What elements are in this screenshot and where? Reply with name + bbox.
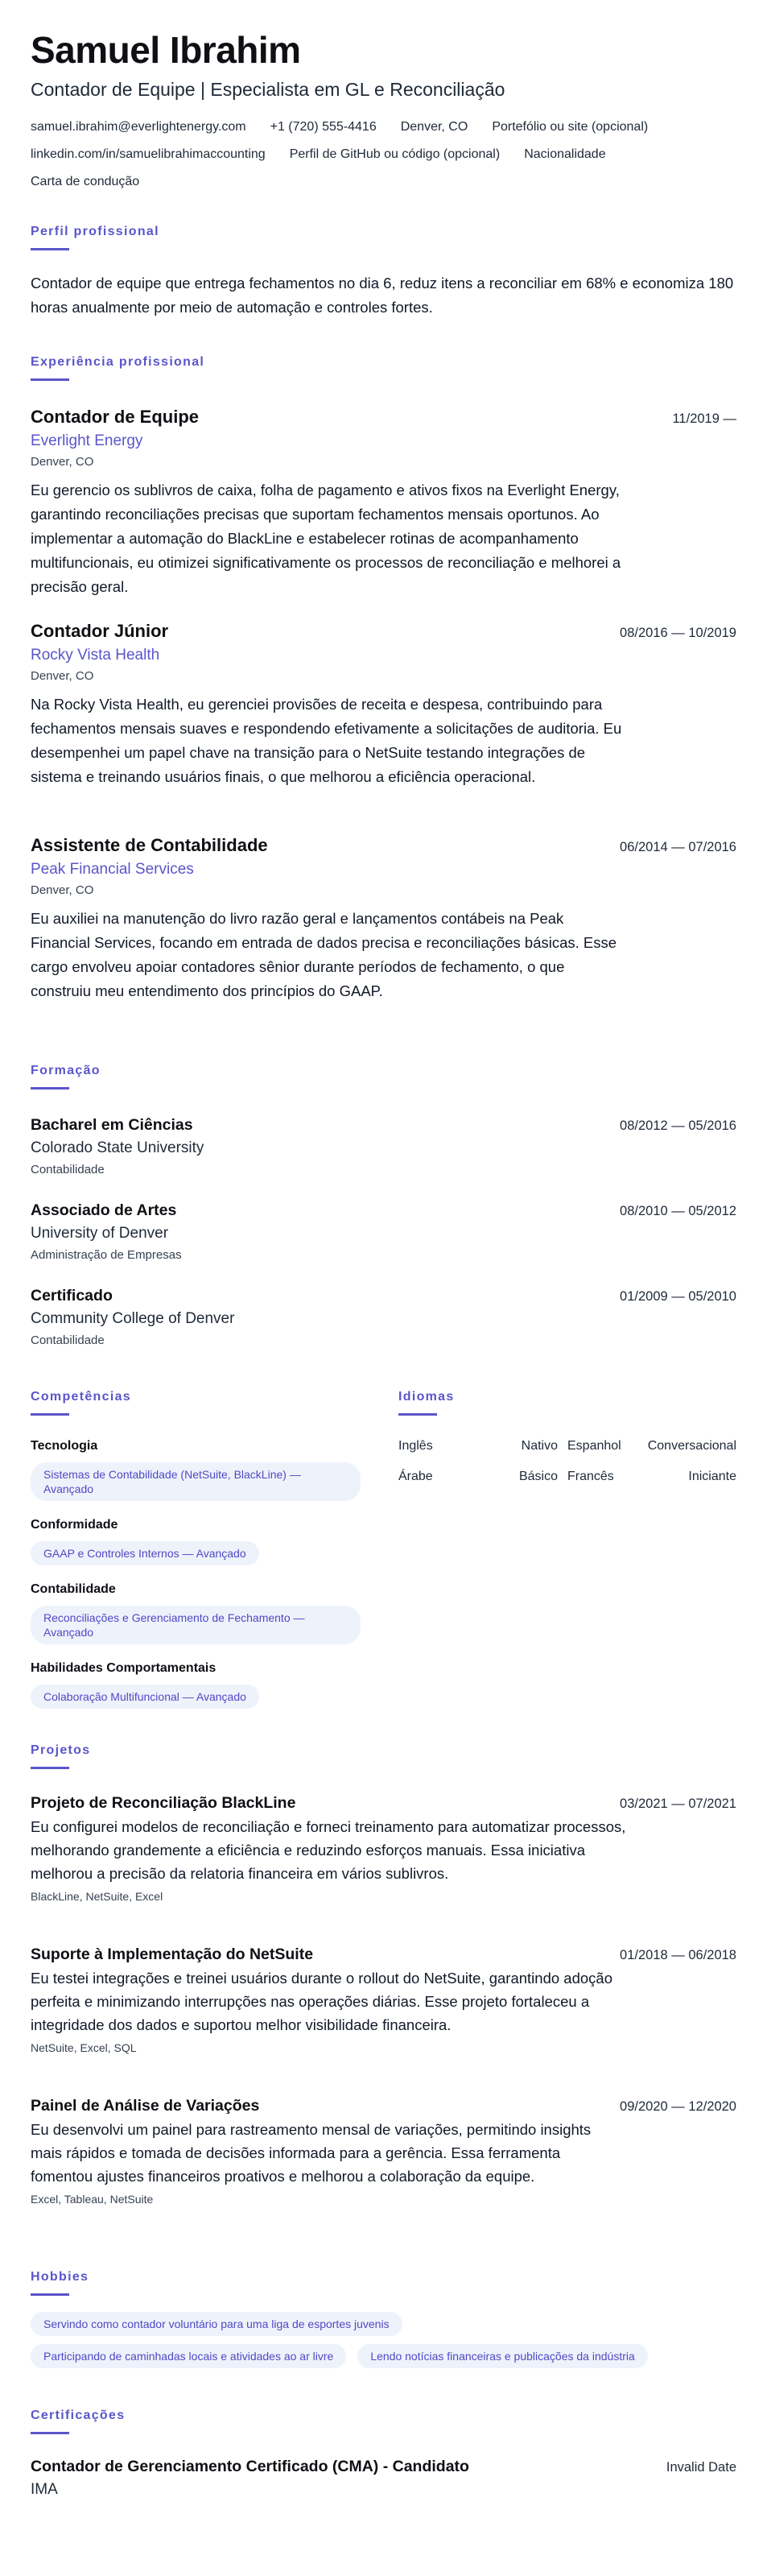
project-date: 01/2018 — 06/2018 xyxy=(620,1948,736,1962)
contact-portfolio[interactable]: Portefólio ou site (opcional) xyxy=(492,120,649,134)
certification-entry xyxy=(31,2456,736,2500)
resume-header xyxy=(31,27,736,190)
school-name: Colorado State University xyxy=(31,1139,204,1156)
section-title: Projetos xyxy=(31,1743,91,1757)
language-row xyxy=(398,1469,736,1485)
hobby-chip: Servindo como contador voluntário para uma liga de esportes juvenis xyxy=(31,2312,402,2336)
job-date: 08/2016 — 10/2019 xyxy=(620,626,736,640)
section-divider xyxy=(31,2293,69,2296)
skill-chip: Colaboração Multifuncional — Avançado xyxy=(31,1685,259,1709)
skill-chip: GAAP e Controles Internos — Avançado xyxy=(31,1541,259,1565)
language-level: Nativo xyxy=(521,1439,558,1453)
experience-entry xyxy=(31,834,736,1003)
degree-title: Associado de Artes xyxy=(31,1201,177,1219)
section-divider xyxy=(398,1413,437,1416)
hobby-row xyxy=(31,2312,736,2336)
skill-category: Conformidade xyxy=(31,1518,118,1532)
contact-linkedin[interactable]: linkedin.com/in/samuelibrahimaccounting xyxy=(31,147,266,161)
education-entry xyxy=(31,1114,736,1178)
section-title: Idiomas xyxy=(398,1390,455,1404)
language-level: Básico xyxy=(518,1470,558,1483)
education-entry xyxy=(31,1200,736,1263)
section-divider xyxy=(31,1767,69,1769)
education-date: 08/2010 — 05/2012 xyxy=(620,1204,736,1218)
language-item xyxy=(567,1469,736,1485)
job-title: Contador Júnior xyxy=(31,621,169,641)
job-company: Peak Financial Services xyxy=(31,861,194,878)
degree-title: Certificado xyxy=(31,1287,113,1305)
section-divider xyxy=(31,1413,69,1416)
degree-title: Bacharel em Ciências xyxy=(31,1116,193,1134)
project-name: Projeto de Reconciliação BlackLine xyxy=(31,1794,296,1812)
hobby-chip: Participando de caminhadas locais e atividades ao ar livre xyxy=(31,2344,346,2368)
school-name: Community College of Denver xyxy=(31,1310,235,1327)
section-title: Certificações xyxy=(31,2409,126,2422)
contact-driving-license: Carta de condução xyxy=(31,175,140,188)
job-title: Assistente de Contabilidade xyxy=(31,835,268,855)
school-name: University of Denver xyxy=(31,1225,169,1242)
language-row xyxy=(398,1438,736,1454)
contact-nationality: Nacionalidade xyxy=(524,147,606,161)
skills-section xyxy=(31,1389,366,1709)
experience-section xyxy=(31,354,736,381)
project-keywords: BlackLine, NetSuite, Excel xyxy=(31,1890,163,1903)
hobbies-section xyxy=(31,2269,736,2368)
job-company: Everlight Energy xyxy=(31,432,143,449)
skill-category: Tecnologia xyxy=(31,1439,98,1453)
language-item xyxy=(567,1438,736,1454)
job-title: Contador de Equipe xyxy=(31,407,199,427)
education-entry xyxy=(31,1285,736,1349)
study-area: Contabilidade xyxy=(31,1333,105,1347)
job-date: 11/2019 — xyxy=(672,411,736,426)
project-date: 09/2020 — 12/2020 xyxy=(620,2099,736,2114)
language-name: Árabe xyxy=(398,1470,433,1483)
candidate-name: Samuel Ibrahim xyxy=(31,29,301,71)
skill-chip: Sistemas de Contabilidade (NetSuite, BlackLine) — Avançado xyxy=(31,1462,361,1501)
project-date: 03/2021 — 07/2021 xyxy=(620,1797,736,1811)
language-name: Francês xyxy=(567,1470,614,1483)
education-section xyxy=(31,1063,736,1090)
language-name: Inglês xyxy=(398,1439,433,1453)
section-title: Competências xyxy=(31,1390,131,1404)
job-location: Denver, CO xyxy=(31,883,94,897)
study-area: Contabilidade xyxy=(31,1163,105,1176)
contact-email[interactable]: samuel.ibrahim@everlightenergy.com xyxy=(31,120,246,134)
hobby-chip: Lendo notícias financeiras e publicações da indústria xyxy=(357,2344,647,2368)
hobby-row xyxy=(31,2344,736,2368)
education-date: 08/2012 — 05/2016 xyxy=(620,1118,736,1133)
job-location: Denver, CO xyxy=(31,455,94,469)
language-level: Conversacional xyxy=(647,1439,736,1453)
project-description: Eu desenvolvi um painel para rastreamento mensal de variações, permitindo insights mais rápidos e tomada de decisões informada para a gerência. Essa ferramenta fomentou ajustes financeiros proativos e melhorou a colaboração da equipe. xyxy=(31,2121,592,2185)
job-date: 06/2014 — 07/2016 xyxy=(620,840,736,854)
project-keywords: NetSuite, Excel, SQL xyxy=(31,2041,137,2054)
job-description: Eu gerencio os sublivros de caixa, folha de pagamento e ativos fixos na Everlight Energy, garantindo reconciliações precisas que suportam fechamentos mensais oportunos. Ao implementar a automação do BlackLine e estabelecer rotinas de acompanhamento multifuncionais, eu otimizei significativamente os processos de reconciliação e melhorei a precisão geral. xyxy=(31,482,621,595)
project-entry xyxy=(31,1792,736,1904)
section-divider xyxy=(31,378,69,381)
section-divider xyxy=(31,2432,69,2434)
section-title: Experiência profissional xyxy=(31,355,205,369)
project-description: Eu testei integrações e treinei usuários durante o rollout do NetSuite, garantindo adoção perfeita e minimizando interrupções nas operações diárias. Esse projeto fortaleceu a integridade dos dados e suportou melhor visibilidade financeira. xyxy=(31,1970,612,2033)
skill-chip: Reconciliações e Gerenciamento de Fechamento — Avançado xyxy=(31,1606,361,1644)
skill-category: Contabilidade xyxy=(31,1582,116,1596)
project-entry xyxy=(31,2095,736,2207)
language-name: Espanhol xyxy=(567,1439,621,1453)
contact-github[interactable]: Perfil de GitHub ou código (opcional) xyxy=(289,147,501,161)
summary-section xyxy=(31,224,736,320)
experience-entry xyxy=(31,406,736,599)
project-description: Eu configurei modelos de reconciliação e forneci treinamento para automatizar processos, melhorando grandemente a eficiência e reduzindo esforços manuais. Essa iniciativa melhorou a precisão da relatoria financeira em vários sublivros. xyxy=(31,1818,626,1882)
job-description: Eu auxiliei na manutenção do livro razão geral e lançamentos contábeis na Peak Financial Services, focando em entrada de dados precisa e reconciliações básicas. Esse cargo envolveu apoiar contadores sênior durante períodos de fechamento, o que construiu meu entendimento dos princípios do GAAP. xyxy=(31,910,617,999)
section-title: Formação xyxy=(31,1064,101,1077)
section-title: Perfil profissional xyxy=(31,225,159,238)
job-location: Denver, CO xyxy=(31,669,94,683)
section-divider xyxy=(31,248,69,250)
section-title: Hobbies xyxy=(31,2270,89,2284)
certifications-section xyxy=(31,2408,736,2434)
project-keywords: Excel, Tableau, NetSuite xyxy=(31,2193,154,2206)
job-company: Rocky Vista Health xyxy=(31,647,160,664)
project-name: Suporte à Implementação do NetSuite xyxy=(31,1945,314,1963)
languages-section xyxy=(398,1389,736,1709)
skill-category: Habilidades Comportamentais xyxy=(31,1661,216,1675)
certification-issuer: IMA xyxy=(31,2481,58,2498)
project-name: Painel de Análise de Variações xyxy=(31,2097,260,2115)
language-level: Iniciante xyxy=(688,1470,736,1483)
experience-entry xyxy=(31,620,736,789)
candidate-headline: Contador de Equipe | Especialista em GL e Reconciliação xyxy=(31,79,505,100)
contact-phone[interactable]: +1 (720) 555-4416 xyxy=(270,120,377,134)
certification-name: Contador de Gerenciamento Certificado (CMA) - Candidato xyxy=(31,2458,469,2475)
education-date: 01/2009 — 05/2010 xyxy=(620,1289,736,1304)
skills-languages-row xyxy=(31,1389,736,1709)
section-divider xyxy=(31,1087,69,1090)
projects-section xyxy=(31,1743,736,1769)
study-area: Administração de Empresas xyxy=(31,1248,182,1262)
contact-location: Denver, CO xyxy=(400,120,468,134)
job-description: Na Rocky Vista Health, eu gerenciei provisões de receita e despesa, contribuindo para fechamentos mensais suaves e respondendo efetivamente a solicitações de auditoria. Eu desempenhei um papel chave na transição para o NetSuite testando integrações de sistema e treinando usuários finais, o que melhorou a eficiência operacional. xyxy=(31,696,622,785)
project-entry xyxy=(31,1944,736,2056)
language-item xyxy=(398,1438,567,1454)
summary-text: Contador de equipe que entrega fechamentos no dia 6, reduz itens a reconciliar em 68% e economiza 180 horas anualmente por meio de automação e controles fortes. xyxy=(31,275,734,316)
contact-list xyxy=(31,119,731,190)
language-item xyxy=(398,1469,567,1485)
certification-date: Invalid Date xyxy=(666,2460,736,2475)
